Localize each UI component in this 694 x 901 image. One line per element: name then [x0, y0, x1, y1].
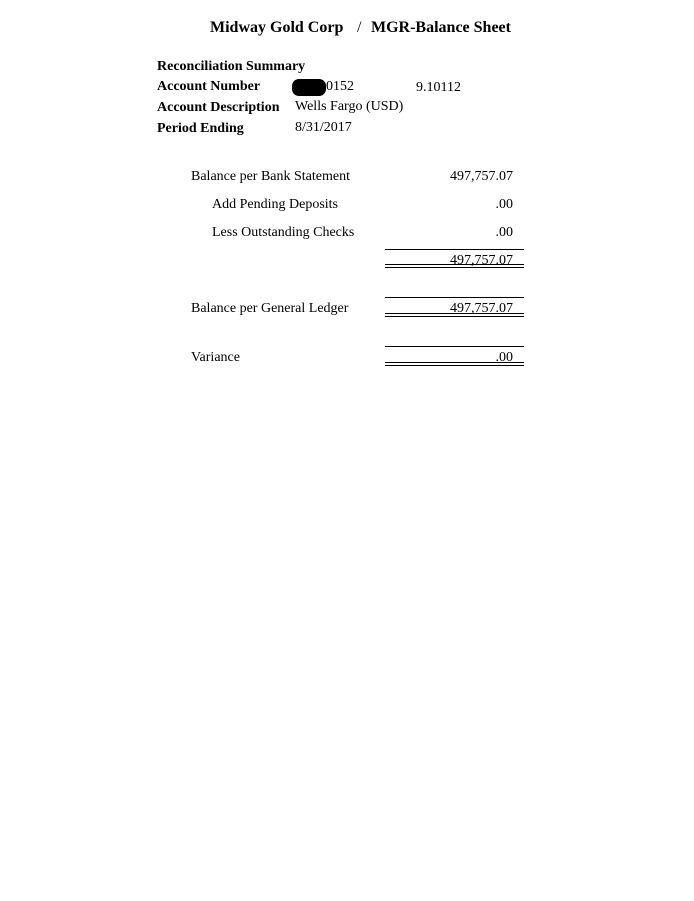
variance-label: Variance: [191, 350, 240, 365]
account-number-value: 0152: [326, 79, 354, 94]
balance-bank-label: Balance per Bank Statement: [191, 169, 350, 184]
title-separator: /: [357, 19, 362, 36]
gl-top-rule: [385, 297, 524, 298]
subtotal-rule: [385, 249, 524, 250]
period-ending-value: 8/31/2017: [295, 120, 352, 135]
balance-gl-label: Balance per General Ledger: [191, 301, 349, 316]
total-double-rule: [385, 264, 524, 268]
gl-double-rule: [385, 313, 524, 317]
summary-heading: Reconciliation Summary: [157, 59, 306, 74]
account-number-label: Account Number: [157, 79, 261, 94]
variance-value: .00: [495, 350, 513, 365]
company-name: Midway Gold Corp: [210, 19, 344, 36]
pending-deposits-value: .00: [495, 197, 513, 212]
account-description-label: Account Description: [157, 100, 280, 115]
pending-deposits-label: Add Pending Deposits: [212, 197, 338, 212]
outstanding-checks-value: .00: [495, 225, 513, 240]
balance-bank-value: 497,757.07: [450, 169, 513, 184]
redaction-mark: [292, 79, 326, 96]
outstanding-checks-label: Less Outstanding Checks: [212, 225, 355, 240]
account-description-value: Wells Fargo (USD): [295, 99, 404, 114]
report-name: MGR-Balance Sheet: [371, 19, 511, 36]
variance-top-rule: [385, 346, 524, 347]
variance-double-rule: [385, 362, 524, 366]
adjusted-bank-total: 497,757.07: [450, 253, 513, 268]
period-ending-label: Period Ending: [157, 121, 244, 136]
account-code: 9.10112: [416, 80, 461, 95]
balance-gl-value: 497,757.07: [450, 301, 513, 316]
